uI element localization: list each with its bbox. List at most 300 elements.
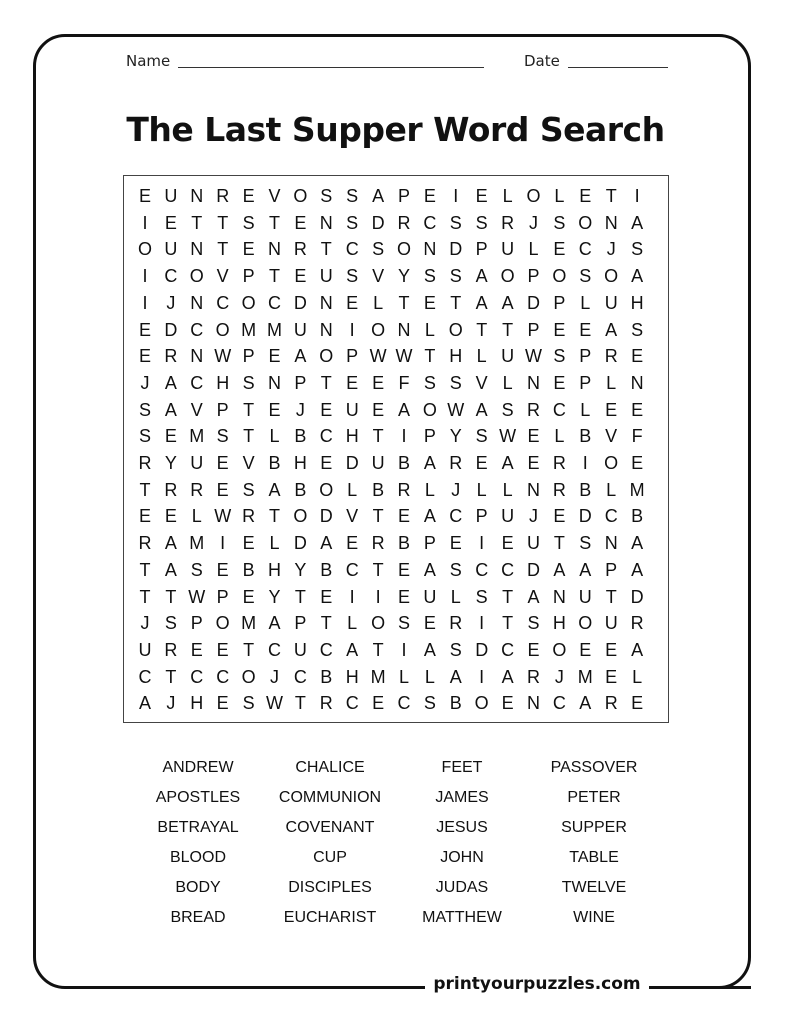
grid-letter[interactable]: T [165, 586, 177, 607]
grid-letter[interactable]: W [525, 346, 542, 367]
grid-letter[interactable]: V [190, 399, 203, 420]
grid-letter[interactable]: D [475, 639, 489, 660]
grid-letter[interactable]: C [345, 559, 359, 580]
grid-letter[interactable]: S [449, 372, 462, 393]
grid-letter[interactable]: T [269, 266, 280, 287]
grid-letter[interactable]: U [319, 266, 333, 287]
grid-letter[interactable]: O [293, 506, 308, 527]
grid-letter[interactable]: E [475, 453, 488, 473]
grid-letter[interactable]: S [527, 613, 540, 634]
grid-letter[interactable]: L [373, 292, 384, 313]
grid-letter[interactable]: E [242, 239, 255, 260]
grid-letter[interactable]: D [630, 586, 644, 607]
grid-letter[interactable]: U [164, 239, 178, 260]
grid-letter[interactable]: P [475, 506, 488, 527]
grid-letter[interactable]: B [449, 693, 462, 714]
grid-letter[interactable]: A [423, 506, 436, 527]
grid-letter[interactable]: W [266, 693, 283, 714]
grid-letter[interactable]: T [139, 479, 151, 500]
grid-letter[interactable]: L [580, 399, 591, 420]
grid-letter[interactable]: C [319, 639, 333, 660]
grid-letter[interactable]: A [631, 559, 644, 580]
grid-letter[interactable]: E [631, 399, 644, 420]
grid-letter[interactable]: D [371, 212, 385, 233]
grid-letter[interactable]: O [422, 399, 437, 420]
grid-letter[interactable]: C [216, 292, 230, 313]
grid-letter[interactable]: L [632, 666, 643, 687]
grid-letter[interactable]: P [423, 533, 436, 554]
grid-letter[interactable]: L [269, 426, 280, 447]
grid-letter[interactable]: E [216, 693, 229, 714]
grid-letter[interactable]: B [242, 559, 255, 580]
grid-letter[interactable]: C [268, 292, 281, 313]
grid-letter[interactable]: R [319, 693, 333, 714]
grid-letter[interactable]: J [529, 506, 538, 527]
grid-letter[interactable]: R [630, 613, 644, 634]
grid-letter[interactable]: O [578, 613, 593, 634]
grid-letter[interactable]: T [217, 212, 229, 233]
grid-letter[interactable]: E [605, 639, 618, 660]
grid-letter[interactable]: I [142, 292, 148, 313]
grid-letter[interactable]: T [450, 292, 462, 313]
grid-letter[interactable]: Y [268, 586, 281, 607]
grid-letter[interactable]: W [499, 426, 517, 447]
grid-letter[interactable]: A [475, 399, 488, 420]
grid-letter[interactable]: L [424, 666, 435, 687]
grid-letter[interactable]: A [138, 693, 151, 714]
grid-letter[interactable]: M [241, 613, 257, 634]
grid-letter[interactable]: S [320, 186, 333, 206]
grid-letter[interactable]: C [423, 212, 437, 233]
grid-letter[interactable]: E [397, 559, 410, 580]
grid-letter[interactable]: R [552, 453, 566, 473]
grid-letter[interactable]: N [604, 533, 618, 554]
grid-letter[interactable]: E [346, 533, 359, 554]
grid-letter[interactable]: S [449, 639, 462, 660]
grid-letter[interactable]: U [190, 453, 204, 473]
grid-letter[interactable]: R [397, 212, 411, 233]
grid-letter[interactable]: L [554, 186, 565, 206]
grid-letter[interactable]: T [476, 319, 488, 340]
grid-letter[interactable]: E [579, 186, 592, 206]
grid-letter[interactable]: S [242, 372, 255, 393]
grid-letter[interactable]: E [372, 399, 385, 420]
grid-letter[interactable]: H [449, 346, 463, 367]
grid-letter[interactable]: L [476, 346, 487, 367]
grid-letter[interactable]: L [191, 506, 202, 527]
grid-letter[interactable]: S [346, 212, 359, 233]
grid-letter[interactable]: O [293, 186, 308, 206]
grid-letter[interactable]: U [164, 186, 178, 206]
grid-letter[interactable]: A [164, 372, 177, 393]
grid-letter[interactable]: E [631, 346, 644, 367]
grid-letter[interactable]: T [502, 586, 514, 607]
grid-letter[interactable]: T [372, 426, 384, 447]
grid-letter[interactable]: T [294, 586, 306, 607]
grid-letter[interactable]: O [552, 639, 567, 660]
grid-letter[interactable]: C [475, 559, 489, 580]
grid-letter[interactable]: T [553, 533, 565, 554]
grid-letter[interactable]: P [527, 319, 540, 340]
grid-letter[interactable]: A [423, 639, 436, 660]
grid-letter[interactable]: O [137, 239, 152, 260]
grid-letter[interactable]: E [268, 399, 281, 420]
grid-letter[interactable]: T [320, 613, 332, 634]
grid-letter[interactable]: O [241, 666, 256, 687]
grid-letter[interactable]: O [396, 239, 411, 260]
grid-letter[interactable]: J [166, 292, 176, 313]
grid-letter[interactable]: E [164, 212, 177, 233]
grid-letter[interactable]: T [243, 639, 255, 660]
grid-letter[interactable]: I [142, 212, 148, 233]
grid-letter[interactable]: U [501, 346, 515, 367]
grid-letter[interactable]: B [294, 479, 307, 500]
grid-letter[interactable]: O [500, 266, 515, 287]
grid-letter[interactable]: R [397, 479, 411, 500]
grid-letter[interactable]: L [424, 479, 435, 500]
grid-letter[interactable]: T [165, 666, 177, 687]
grid-letter[interactable]: S [449, 559, 462, 580]
grid-letter[interactable]: E [553, 506, 566, 527]
grid-letter[interactable]: O [604, 453, 619, 473]
grid-letter[interactable]: E [320, 453, 333, 473]
grid-letter[interactable]: N [268, 239, 281, 260]
grid-letter[interactable]: J [270, 666, 279, 687]
grid-letter[interactable]: C [345, 239, 359, 260]
grid-letter[interactable]: H [630, 292, 644, 313]
grid-letter[interactable]: U [293, 639, 307, 660]
grid-letter[interactable]: S [475, 586, 488, 607]
grid-letter[interactable]: A [320, 533, 333, 554]
grid-letter[interactable]: A [631, 533, 644, 554]
grid-letter[interactable]: B [631, 506, 644, 527]
grid-letter[interactable]: S [423, 266, 436, 287]
grid-letter[interactable]: U [501, 239, 515, 260]
grid-letter[interactable]: H [345, 666, 359, 687]
grid-letter[interactable]: U [293, 319, 307, 340]
grid-letter[interactable]: T [605, 586, 617, 607]
grid-letter[interactable]: E [164, 426, 177, 447]
grid-letter[interactable]: E [501, 693, 514, 714]
grid-letter[interactable]: E [372, 693, 385, 714]
grid-letter[interactable]: N [630, 372, 644, 393]
grid-letter[interactable]: P [242, 346, 255, 367]
grid-letter[interactable]: Y [164, 453, 177, 473]
grid-letter[interactable]: A [631, 266, 644, 287]
grid-letter[interactable]: R [164, 346, 178, 367]
grid-letter[interactable]: A [501, 292, 514, 313]
grid-letter[interactable]: T [372, 639, 384, 660]
grid-letter[interactable]: L [347, 479, 358, 500]
grid-letter[interactable]: H [190, 693, 204, 714]
grid-letter[interactable]: S [631, 239, 644, 260]
grid-letter[interactable]: A [475, 292, 488, 313]
grid-letter[interactable]: E [138, 319, 151, 340]
grid-letter[interactable]: J [295, 399, 305, 420]
grid-letter[interactable]: V [242, 453, 255, 473]
grid-letter[interactable]: P [605, 559, 618, 580]
grid-letter[interactable]: T [605, 186, 617, 206]
grid-letter[interactable]: U [578, 586, 592, 607]
grid-letter[interactable]: P [294, 372, 307, 393]
grid-letter[interactable]: J [140, 613, 150, 634]
grid-letter[interactable]: N [604, 212, 618, 233]
grid-letter[interactable]: M [629, 479, 645, 500]
grid-letter[interactable]: S [553, 212, 566, 233]
grid-letter[interactable]: S [242, 212, 255, 233]
grid-letter[interactable]: T [269, 212, 280, 233]
grid-letter[interactable]: E [216, 453, 229, 473]
grid-letter[interactable]: N [527, 479, 540, 500]
grid-letter[interactable]: P [397, 186, 410, 206]
grid-letter[interactable]: T [294, 693, 306, 714]
grid-letter[interactable]: N [190, 346, 204, 367]
grid-letter[interactable]: W [188, 586, 206, 607]
grid-letter[interactable]: J [166, 693, 176, 714]
grid-letter[interactable]: S [423, 693, 436, 714]
grid-letter[interactable]: Y [397, 266, 410, 287]
grid-letter[interactable]: F [631, 426, 643, 447]
grid-letter[interactable]: E [605, 399, 618, 420]
grid-letter[interactable]: T [320, 372, 332, 393]
grid-letter[interactable]: E [579, 639, 592, 660]
grid-letter[interactable]: O [371, 613, 386, 634]
grid-letter[interactable]: R [164, 639, 178, 660]
grid-letter[interactable]: L [398, 666, 409, 687]
grid-letter[interactable]: L [580, 292, 591, 313]
grid-letter[interactable]: C [216, 666, 230, 687]
grid-letter[interactable]: R [449, 453, 463, 473]
grid-letter[interactable]: S [475, 212, 488, 233]
grid-letter[interactable]: N [190, 292, 204, 313]
grid-letter[interactable]: B [372, 479, 385, 500]
grid-letter[interactable]: I [349, 319, 355, 340]
grid-letter[interactable]: L [502, 372, 513, 393]
grid-letter[interactable]: E [397, 506, 410, 527]
grid-letter[interactable]: E [372, 372, 385, 393]
grid-letter[interactable]: E [475, 186, 488, 206]
grid-letter[interactable]: W [447, 399, 465, 420]
grid-letter[interactable]: N [268, 372, 281, 393]
grid-letter[interactable]: L [606, 479, 617, 500]
grid-letter[interactable]: A [164, 559, 177, 580]
grid-letter[interactable]: I [634, 186, 640, 206]
grid-letter[interactable]: D [578, 506, 592, 527]
grid-letter[interactable]: S [579, 266, 592, 287]
grid-letter[interactable]: B [397, 453, 410, 473]
grid-letter[interactable]: D [164, 319, 178, 340]
grid-letter[interactable]: J [451, 479, 461, 500]
grid-letter[interactable]: S [372, 239, 385, 260]
grid-letter[interactable]: J [554, 666, 564, 687]
grid-letter[interactable]: O [604, 266, 619, 287]
grid-letter[interactable]: A [501, 666, 514, 687]
grid-letter[interactable]: W [214, 506, 232, 527]
grid-letter[interactable]: E [138, 506, 151, 527]
grid-letter[interactable]: L [476, 479, 487, 500]
grid-letter[interactable]: P [216, 586, 229, 607]
grid-letter[interactable]: S [346, 266, 359, 287]
grid-letter[interactable]: L [528, 239, 539, 260]
grid-letter[interactable]: E [553, 319, 566, 340]
grid-letter[interactable]: N [319, 212, 333, 233]
grid-letter[interactable]: V [216, 266, 229, 287]
grid-letter[interactable]: A [631, 639, 644, 660]
grid-letter[interactable]: A [579, 559, 592, 580]
grid-letter[interactable]: C [449, 506, 463, 527]
grid-letter[interactable]: N [397, 319, 411, 340]
grid-letter[interactable]: E [164, 506, 177, 527]
grid-letter[interactable]: T [217, 239, 229, 260]
grid-letter[interactable]: E [320, 586, 333, 607]
grid-letter[interactable]: P [423, 426, 436, 447]
grid-letter[interactable]: T [139, 559, 151, 580]
grid-letter[interactable]: H [345, 426, 359, 447]
grid-letter[interactable]: C [138, 666, 152, 687]
grid-letter[interactable]: A [397, 399, 410, 420]
grid-letter[interactable]: E [527, 639, 540, 660]
grid-letter[interactable]: I [349, 586, 355, 607]
grid-letter[interactable]: N [527, 372, 540, 393]
grid-letter[interactable]: C [552, 399, 566, 420]
grid-letter[interactable]: D [293, 292, 307, 313]
grid-letter[interactable]: A [164, 399, 177, 420]
grid-letter[interactable]: Y [294, 559, 307, 580]
grid-letter[interactable]: E [138, 186, 151, 206]
grid-letter[interactable]: T [243, 426, 255, 447]
grid-letter[interactable]: R [501, 212, 515, 233]
grid-letter[interactable]: I [479, 666, 485, 687]
grid-letter[interactable]: I [142, 266, 148, 287]
grid-letter[interactable]: R [371, 533, 385, 554]
grid-letter[interactable]: R [164, 479, 178, 500]
grid-letter[interactable]: O [319, 346, 334, 367]
grid-letter[interactable]: W [214, 346, 232, 367]
grid-letter[interactable]: S [242, 479, 255, 500]
grid-letter[interactable]: R [293, 239, 307, 260]
grid-letter[interactable]: A [527, 586, 540, 607]
grid-letter[interactable]: V [346, 506, 359, 527]
grid-letter[interactable]: E [423, 186, 436, 206]
grid-letter[interactable]: L [450, 586, 461, 607]
grid-letter[interactable]: E [242, 586, 255, 607]
grid-letter[interactable]: P [346, 346, 359, 367]
grid-letter[interactable]: Y [449, 426, 462, 447]
grid-letter[interactable]: P [553, 292, 566, 313]
grid-letter[interactable]: V [372, 266, 385, 287]
grid-letter[interactable]: U [345, 399, 359, 420]
grid-letter[interactable]: P [475, 239, 488, 260]
grid-letter[interactable]: A [553, 559, 566, 580]
grid-letter[interactable]: A [631, 212, 644, 233]
grid-letter[interactable]: V [268, 186, 281, 206]
grid-letter[interactable]: T [424, 346, 436, 367]
grid-letter[interactable]: M [577, 666, 593, 687]
grid-letter[interactable]: A [449, 666, 462, 687]
grid-letter[interactable]: M [189, 426, 205, 447]
grid-letter[interactable]: T [372, 559, 384, 580]
grid-letter[interactable]: L [606, 372, 617, 393]
grid-letter[interactable]: P [579, 372, 592, 393]
grid-letter[interactable]: E [527, 453, 540, 473]
grid-letter[interactable]: E [501, 533, 514, 554]
grid-letter[interactable]: S [138, 426, 151, 447]
grid-letter[interactable]: O [474, 693, 489, 714]
grid-letter[interactable]: T [372, 506, 384, 527]
grid-letter[interactable]: E [138, 346, 151, 367]
grid-letter[interactable]: N [423, 239, 437, 260]
grid-letter[interactable]: C [190, 372, 204, 393]
grid-letter[interactable]: C [578, 239, 592, 260]
grid-letter[interactable]: C [552, 693, 566, 714]
grid-letter[interactable]: E [527, 426, 540, 447]
grid-letter[interactable]: W [395, 346, 413, 367]
grid-letter[interactable]: S [138, 399, 151, 420]
grid-letter[interactable]: E [423, 613, 436, 634]
grid-letter[interactable]: S [397, 613, 410, 634]
grid-letter[interactable]: N [190, 239, 204, 260]
grid-letter[interactable]: S [631, 319, 644, 340]
grid-letter[interactable]: D [527, 292, 540, 313]
grid-letter[interactable]: B [268, 453, 281, 473]
grid-letter[interactable]: I [401, 426, 407, 447]
grid-letter[interactable]: E [294, 212, 307, 233]
grid-letter[interactable]: I [479, 533, 485, 554]
grid-letter[interactable]: T [191, 212, 203, 233]
grid-letter[interactable]: O [448, 319, 463, 340]
grid-letter[interactable]: R [552, 479, 566, 500]
grid-letter[interactable]: A [475, 266, 488, 287]
grid-letter[interactable]: A [372, 186, 385, 206]
grid-letter[interactable]: E [320, 399, 333, 420]
grid-letter[interactable]: H [552, 613, 566, 634]
grid-letter[interactable]: V [605, 426, 618, 447]
grid-letter[interactable]: A [164, 533, 177, 554]
grid-letter[interactable]: A [605, 319, 618, 340]
grid-letter[interactable]: L [502, 186, 513, 206]
grid-letter[interactable]: T [398, 292, 410, 313]
grid-letter[interactable]: H [216, 372, 230, 393]
grid-letter[interactable]: P [579, 346, 592, 367]
grid-letter[interactable]: R [527, 666, 540, 687]
grid-letter[interactable]: E [190, 639, 203, 660]
grid-letter[interactable]: O [319, 479, 334, 500]
grid-letter[interactable]: E [553, 372, 566, 393]
grid-letter[interactable]: D [293, 533, 307, 554]
grid-letter[interactable]: I [479, 613, 485, 634]
grid-letter[interactable]: S [242, 693, 255, 714]
grid-letter[interactable]: B [579, 479, 592, 500]
grid-letter[interactable]: M [241, 319, 257, 340]
grid-letter[interactable]: R [138, 453, 152, 473]
grid-letter[interactable]: R [138, 533, 152, 554]
grid-letter[interactable]: N [527, 693, 540, 714]
grid-letter[interactable]: T [243, 399, 255, 420]
grid-letter[interactable]: D [449, 239, 463, 260]
grid-letter[interactable]: H [268, 559, 281, 580]
grid-letter[interactable]: I [375, 586, 381, 607]
grid-letter[interactable]: O [371, 319, 386, 340]
grid-letter[interactable]: M [189, 533, 205, 554]
grid-letter[interactable]: E [449, 533, 462, 554]
grid-letter[interactable]: C [345, 693, 359, 714]
grid-letter[interactable]: J [529, 212, 538, 233]
grid-letter[interactable]: R [216, 186, 230, 206]
grid-letter[interactable]: U [423, 586, 437, 607]
grid-letter[interactable]: E [268, 346, 281, 367]
grid-letter[interactable]: C [268, 639, 281, 660]
grid-letter[interactable]: I [453, 186, 459, 206]
